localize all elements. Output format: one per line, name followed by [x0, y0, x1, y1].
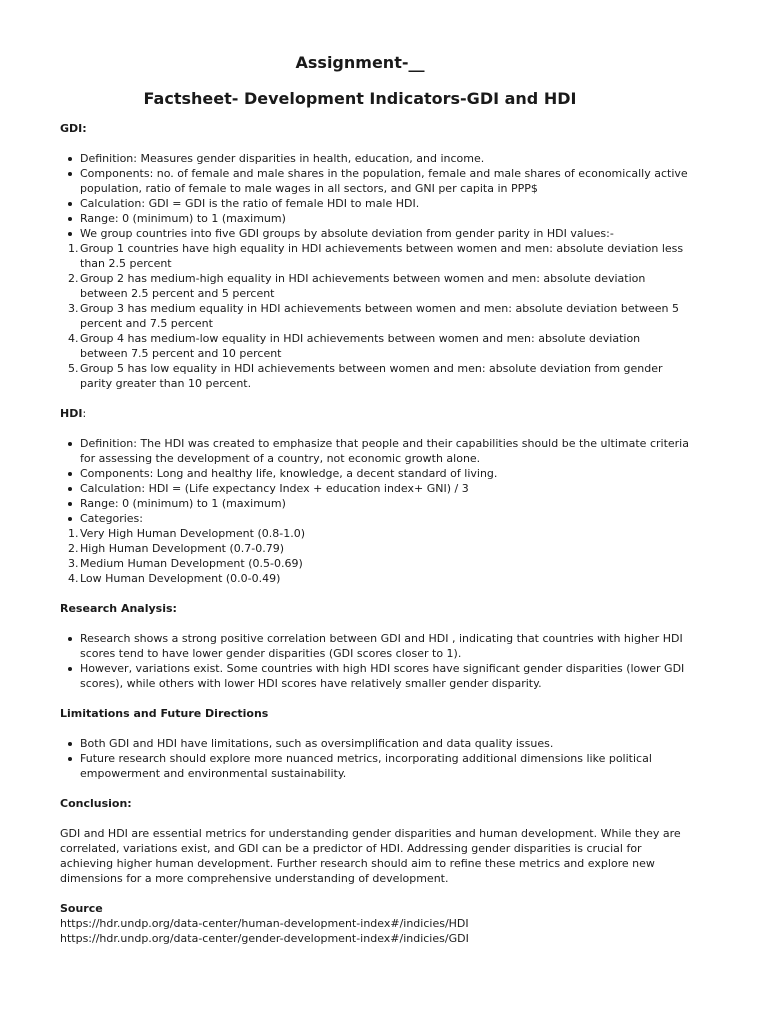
hdi-category-list [60, 526, 690, 586]
hdi-bullet: Categories: [60, 511, 690, 526]
factsheet-title: Factsheet- Development Indicators-GDI and HDI [143, 89, 577, 108]
gdi-bullet: Range: 0 (minimum) to 1 (maximum) [60, 211, 690, 226]
conclusion-section [60, 796, 690, 886]
gdi-group-text: Group 3 has medium equality in HDI achievements between women and men: absolute deviation between 5 percent and 7.5 percent [80, 302, 679, 330]
hdi-category-text: Low Human Development (0.0-0.49) [80, 572, 281, 585]
gdi-bullet-list [60, 151, 690, 241]
gdi-group-text: Group 5 has low equality in HDI achievements between women and men: absolute deviation from gender parity greater than 10 percent. [80, 362, 663, 390]
hdi-heading [60, 406, 690, 421]
hdi-bullet: Definition: The HDI was created to emphasize that people and their capabilities should be the ultimate criteria for assessing the development of a country, not economic growth alone. [60, 436, 690, 466]
gdi-group-item [60, 271, 690, 301]
hdi-category-item [60, 556, 690, 571]
list-number: 4. [68, 332, 79, 345]
limitations-bullet: Future research should explore more nuanced metrics, incorporating additional dimensions like political empowerment and environmental sustainability. [60, 751, 690, 781]
limitations-bullet: Both GDI and HDI have limitations, such as oversimplification and data quality issues. [60, 736, 690, 751]
gdi-group-list [60, 241, 690, 391]
hdi-category-item [60, 571, 690, 586]
list-number: 2. [68, 272, 79, 285]
hdi-bullet-list [60, 436, 690, 526]
gdi-group-text: Group 4 has medium-low equality in HDI achievements between women and men: absolute deviation between 7.5 percent and 10 percent [80, 332, 641, 360]
conclusion-heading: Conclusion: [60, 797, 132, 810]
list-number: 4. [68, 572, 79, 585]
gdi-bullet: Calculation: GDI = GDI is the ratio of female HDI to male HDI. [60, 196, 690, 211]
conclusion-text: GDI and HDI are essential metrics for understanding gender disparities and human development. While they are correlated, variations exist, and GDI can be a predictor of HDI. Addressing gender disparities is crucial for achieving higher human development. Further research should aim to refine these metrics and explore new dimensions for a more comprehensive understanding of development. [60, 827, 681, 885]
list-number: 3. [68, 302, 79, 315]
gdi-bullet: Definition: Measures gender disparities in health, education, and income. [60, 151, 690, 166]
source-link-gdi[interactable]: https://hdr.undp.org/data-center/gender-development-index#/indicies/GDI [60, 932, 469, 945]
gdi-bullet: Components: no. of female and male shares in the population, female and male shares of economically active population, ratio of female to male wages in all sectors, and GNI per capita in PPP$ [60, 166, 690, 196]
source-section [60, 901, 690, 946]
research-bullet: However, variations exist. Some countries with high HDI scores have significant gender disparities (lower GDI scores), while others with lower HDI scores have relatively smaller gender disparity. [60, 661, 690, 691]
list-number: 1. [68, 527, 79, 540]
gdi-section [60, 121, 690, 391]
hdi-bullet: Range: 0 (minimum) to 1 (maximum) [60, 496, 690, 511]
document-body [60, 121, 690, 946]
hdi-bullet: Components: Long and healthy life, knowledge, a decent standard of living. [60, 466, 690, 481]
list-number: 5. [68, 362, 79, 375]
gdi-group-item [60, 331, 690, 361]
hdi-section [60, 406, 690, 586]
gdi-bullet: We group countries into five GDI groups by absolute deviation from gender parity in HDI values:- [60, 226, 690, 241]
hdi-bullet: Calculation: HDI = (Life expectancy Index + education index+ GNI) / 3 [60, 481, 690, 496]
gdi-group-item [60, 241, 690, 271]
gdi-group-item [60, 301, 690, 331]
gdi-group-item [60, 361, 690, 391]
research-section [60, 601, 690, 691]
gdi-group-text: Group 2 has medium-high equality in HDI achievements between women and men: absolute deviation between 2.5 percent and 5 percent [80, 272, 646, 300]
list-number: 1. [68, 242, 79, 255]
gdi-heading: GDI: [60, 122, 87, 135]
hdi-category-text: High Human Development (0.7-0.79) [80, 542, 285, 555]
research-heading: Research Analysis: [60, 602, 177, 615]
hdi-category-item [60, 541, 690, 556]
source-link-hdi[interactable]: https://hdr.undp.org/data-center/human-development-index#/indicies/HDI [60, 917, 469, 930]
assignment-title: Assignment-__ [295, 53, 425, 72]
hdi-heading-label: HDI [60, 407, 83, 420]
list-number: 3. [68, 557, 79, 570]
hdi-category-text: Medium Human Development (0.5-0.69) [80, 557, 303, 570]
limitations-bullet-list [60, 736, 690, 781]
hdi-category-text: Very High Human Development (0.8-1.0) [80, 527, 306, 540]
hdi-heading-colon: : [82, 407, 87, 420]
research-bullet: Research shows a strong positive correlation between GDI and HDI , indicating that countries with higher HDI scores tend to have lower gender disparities (GDI scores closer to 1). [60, 631, 690, 661]
hdi-category-item [60, 526, 690, 541]
source-heading: Source [60, 902, 103, 915]
limitations-section [60, 706, 690, 781]
gdi-group-text: Group 1 countries have high equality in HDI achievements between women and men: absolute deviation less than 2.5 percent [80, 242, 684, 270]
limitations-heading: Limitations and Future Directions [60, 707, 269, 720]
research-bullet-list [60, 631, 690, 691]
list-number: 2. [68, 542, 79, 555]
